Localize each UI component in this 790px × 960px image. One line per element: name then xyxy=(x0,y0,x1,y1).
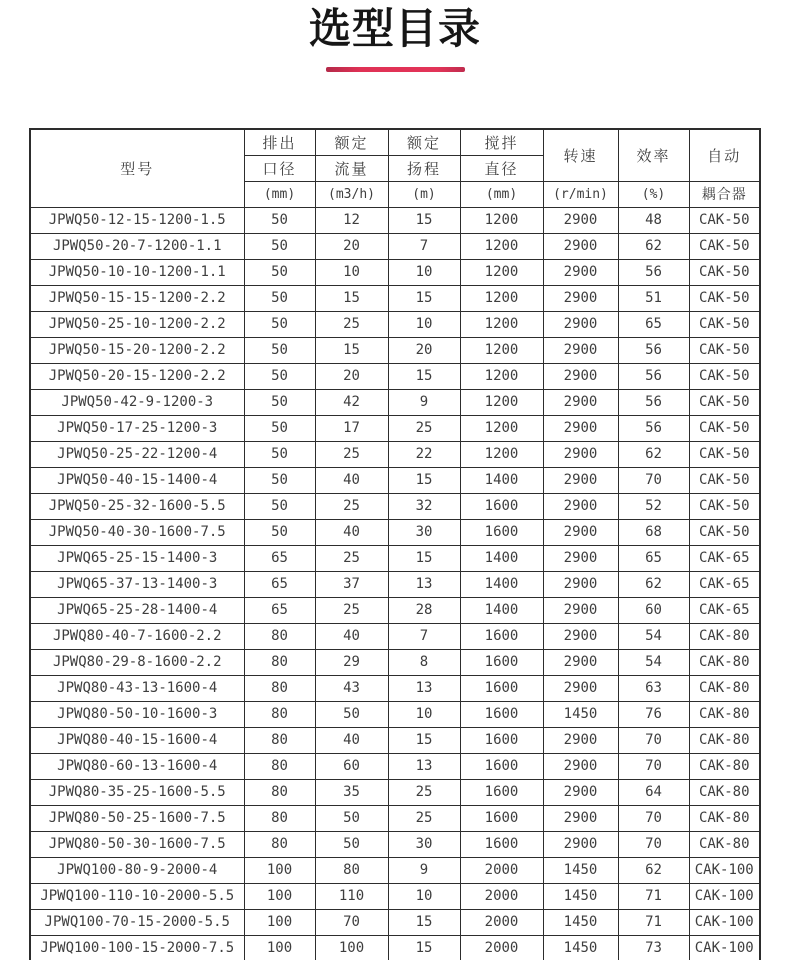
discharge-cell: 80 xyxy=(244,675,315,701)
mixing-cell: 2000 xyxy=(460,857,543,883)
unit-speed: (r/min) xyxy=(543,181,618,207)
head-cell: 15 xyxy=(388,467,460,493)
table-row xyxy=(30,259,760,285)
model-cell: JPWQ50-15-20-1200-2.2 xyxy=(30,337,244,363)
speed-cell: 2900 xyxy=(543,571,618,597)
header-discharge-line2: 口径 xyxy=(244,155,315,181)
efficiency-cell: 56 xyxy=(618,415,689,441)
flow-cell: 25 xyxy=(315,311,388,337)
header-row-1 xyxy=(30,129,760,155)
discharge-cell: 50 xyxy=(244,233,315,259)
flow-cell: 60 xyxy=(315,753,388,779)
efficiency-cell: 62 xyxy=(618,857,689,883)
coupler-cell: CAK-50 xyxy=(689,337,760,363)
discharge-cell: 80 xyxy=(244,727,315,753)
model-cell: JPWQ100-70-15-2000-5.5 xyxy=(30,909,244,935)
head-cell: 10 xyxy=(388,311,460,337)
efficiency-cell: 60 xyxy=(618,597,689,623)
table-row xyxy=(30,389,760,415)
head-cell: 28 xyxy=(388,597,460,623)
speed-cell: 2900 xyxy=(543,727,618,753)
efficiency-cell: 70 xyxy=(618,831,689,857)
table-row xyxy=(30,571,760,597)
table-row xyxy=(30,805,760,831)
flow-cell: 40 xyxy=(315,727,388,753)
flow-cell: 42 xyxy=(315,389,388,415)
table-row xyxy=(30,935,760,960)
header-flow-line1: 额定 xyxy=(315,129,388,155)
discharge-cell: 50 xyxy=(244,467,315,493)
flow-cell: 20 xyxy=(315,363,388,389)
discharge-cell: 80 xyxy=(244,831,315,857)
flow-cell: 12 xyxy=(315,207,388,233)
mixing-cell: 1600 xyxy=(460,493,543,519)
model-cell: JPWQ65-37-13-1400-3 xyxy=(30,571,244,597)
discharge-cell: 80 xyxy=(244,805,315,831)
head-cell: 9 xyxy=(388,389,460,415)
mixing-cell: 1600 xyxy=(460,779,543,805)
mixing-cell: 1600 xyxy=(460,753,543,779)
model-cell: JPWQ50-20-7-1200-1.1 xyxy=(30,233,244,259)
table-row xyxy=(30,545,760,571)
efficiency-cell: 56 xyxy=(618,363,689,389)
mixing-cell: 1600 xyxy=(460,831,543,857)
efficiency-cell: 52 xyxy=(618,493,689,519)
discharge-cell: 50 xyxy=(244,337,315,363)
head-cell: 8 xyxy=(388,649,460,675)
table-body xyxy=(30,207,760,960)
header-mixing-line2: 直径 xyxy=(460,155,543,181)
model-cell: JPWQ50-17-25-1200-3 xyxy=(30,415,244,441)
efficiency-cell: 56 xyxy=(618,337,689,363)
coupler-cell: CAK-80 xyxy=(689,675,760,701)
coupler-cell: CAK-50 xyxy=(689,363,760,389)
efficiency-cell: 71 xyxy=(618,909,689,935)
header-coupler: 自动 xyxy=(689,129,760,181)
speed-cell: 1450 xyxy=(543,701,618,727)
head-cell: 15 xyxy=(388,909,460,935)
flow-cell: 29 xyxy=(315,649,388,675)
efficiency-cell: 70 xyxy=(618,805,689,831)
table-row xyxy=(30,779,760,805)
model-cell: JPWQ50-15-15-1200-2.2 xyxy=(30,285,244,311)
mixing-cell: 1400 xyxy=(460,467,543,493)
coupler-cell: CAK-50 xyxy=(689,441,760,467)
speed-cell: 1450 xyxy=(543,857,618,883)
coupler-cell: CAK-50 xyxy=(689,285,760,311)
unit-efficiency: (%) xyxy=(618,181,689,207)
speed-cell: 2900 xyxy=(543,389,618,415)
table-row xyxy=(30,207,760,233)
model-cell: JPWQ50-10-10-1200-1.1 xyxy=(30,259,244,285)
efficiency-cell: 76 xyxy=(618,701,689,727)
speed-cell: 2900 xyxy=(543,623,618,649)
speed-cell: 2900 xyxy=(543,467,618,493)
head-cell: 13 xyxy=(388,571,460,597)
mixing-cell: 2000 xyxy=(460,935,543,960)
coupler-cell: CAK-50 xyxy=(689,519,760,545)
table-row xyxy=(30,909,760,935)
header-efficiency: 效率 xyxy=(618,129,689,181)
head-cell: 15 xyxy=(388,207,460,233)
efficiency-cell: 56 xyxy=(618,389,689,415)
efficiency-cell: 62 xyxy=(618,233,689,259)
table-row xyxy=(30,701,760,727)
speed-cell: 1450 xyxy=(543,909,618,935)
table-row xyxy=(30,597,760,623)
table-row xyxy=(30,467,760,493)
efficiency-cell: 71 xyxy=(618,883,689,909)
coupler-cell: CAK-80 xyxy=(689,805,760,831)
efficiency-cell: 54 xyxy=(618,623,689,649)
speed-cell: 2900 xyxy=(543,207,618,233)
coupler-cell: CAK-65 xyxy=(689,545,760,571)
model-cell: JPWQ80-50-30-1600-7.5 xyxy=(30,831,244,857)
discharge-cell: 50 xyxy=(244,493,315,519)
discharge-cell: 50 xyxy=(244,285,315,311)
model-cell: JPWQ50-25-32-1600-5.5 xyxy=(30,493,244,519)
head-cell: 10 xyxy=(388,883,460,909)
head-cell: 25 xyxy=(388,805,460,831)
head-cell: 22 xyxy=(388,441,460,467)
coupler-cell: CAK-80 xyxy=(689,701,760,727)
mixing-cell: 1400 xyxy=(460,571,543,597)
model-cell: JPWQ50-20-15-1200-2.2 xyxy=(30,363,244,389)
discharge-cell: 50 xyxy=(244,259,315,285)
coupler-cell: CAK-50 xyxy=(689,233,760,259)
flow-cell: 80 xyxy=(315,857,388,883)
flow-cell: 70 xyxy=(315,909,388,935)
table-header xyxy=(30,129,760,207)
discharge-cell: 50 xyxy=(244,519,315,545)
coupler-cell: CAK-50 xyxy=(689,415,760,441)
speed-cell: 2900 xyxy=(543,311,618,337)
flow-cell: 43 xyxy=(315,675,388,701)
table-row xyxy=(30,753,760,779)
discharge-cell: 50 xyxy=(244,441,315,467)
model-cell: JPWQ50-25-22-1200-4 xyxy=(30,441,244,467)
coupler-cell: CAK-50 xyxy=(689,207,760,233)
discharge-cell: 100 xyxy=(244,935,315,960)
unit-flow: (m3/h) xyxy=(315,181,388,207)
speed-cell: 2900 xyxy=(543,675,618,701)
discharge-cell: 80 xyxy=(244,779,315,805)
discharge-cell: 100 xyxy=(244,909,315,935)
header-flow-line2: 流量 xyxy=(315,155,388,181)
speed-cell: 2900 xyxy=(543,831,618,857)
table-row xyxy=(30,883,760,909)
table-row xyxy=(30,441,760,467)
discharge-cell: 50 xyxy=(244,363,315,389)
model-cell: JPWQ80-35-25-1600-5.5 xyxy=(30,779,244,805)
coupler-cell: CAK-50 xyxy=(689,259,760,285)
mixing-cell: 1600 xyxy=(460,649,543,675)
discharge-cell: 65 xyxy=(244,597,315,623)
speed-cell: 2900 xyxy=(543,597,618,623)
model-cell: JPWQ50-40-30-1600-7.5 xyxy=(30,519,244,545)
head-cell: 15 xyxy=(388,935,460,960)
efficiency-cell: 64 xyxy=(618,779,689,805)
flow-cell: 40 xyxy=(315,623,388,649)
mixing-cell: 1200 xyxy=(460,207,543,233)
coupler-cell: CAK-80 xyxy=(689,649,760,675)
mixing-cell: 1400 xyxy=(460,545,543,571)
flow-cell: 25 xyxy=(315,441,388,467)
flow-cell: 25 xyxy=(315,493,388,519)
flow-cell: 50 xyxy=(315,701,388,727)
table-row xyxy=(30,337,760,363)
mixing-cell: 1600 xyxy=(460,519,543,545)
head-cell: 9 xyxy=(388,857,460,883)
discharge-cell: 65 xyxy=(244,545,315,571)
efficiency-cell: 70 xyxy=(618,727,689,753)
discharge-cell: 80 xyxy=(244,623,315,649)
speed-cell: 2900 xyxy=(543,519,618,545)
mixing-cell: 1600 xyxy=(460,701,543,727)
coupler-cell: CAK-50 xyxy=(689,493,760,519)
flow-cell: 25 xyxy=(315,545,388,571)
flow-cell: 50 xyxy=(315,831,388,857)
efficiency-cell: 65 xyxy=(618,545,689,571)
coupler-cell: CAK-100 xyxy=(689,909,760,935)
table-row xyxy=(30,519,760,545)
efficiency-cell: 56 xyxy=(618,259,689,285)
page xyxy=(0,4,790,960)
head-cell: 25 xyxy=(388,779,460,805)
speed-cell: 2900 xyxy=(543,415,618,441)
discharge-cell: 65 xyxy=(244,571,315,597)
head-cell: 13 xyxy=(388,753,460,779)
head-cell: 7 xyxy=(388,233,460,259)
unit-head: (m) xyxy=(388,181,460,207)
speed-cell: 2900 xyxy=(543,285,618,311)
mixing-cell: 1200 xyxy=(460,337,543,363)
mixing-cell: 1200 xyxy=(460,259,543,285)
table-row xyxy=(30,857,760,883)
mixing-cell: 1200 xyxy=(460,415,543,441)
table-row xyxy=(30,311,760,337)
discharge-cell: 50 xyxy=(244,311,315,337)
flow-cell: 110 xyxy=(315,883,388,909)
coupler-cell: CAK-100 xyxy=(689,883,760,909)
speed-cell: 2900 xyxy=(543,779,618,805)
head-cell: 30 xyxy=(388,519,460,545)
flow-cell: 35 xyxy=(315,779,388,805)
model-cell: JPWQ100-80-9-2000-4 xyxy=(30,857,244,883)
mixing-cell: 1200 xyxy=(460,233,543,259)
head-cell: 32 xyxy=(388,493,460,519)
flow-cell: 25 xyxy=(315,597,388,623)
header-head-line2: 扬程 xyxy=(388,155,460,181)
table-row xyxy=(30,233,760,259)
model-cell: JPWQ80-40-15-1600-4 xyxy=(30,727,244,753)
coupler-cell: CAK-65 xyxy=(689,571,760,597)
speed-cell: 2900 xyxy=(543,337,618,363)
mixing-cell: 1600 xyxy=(460,805,543,831)
mixing-cell: 1200 xyxy=(460,441,543,467)
coupler-cell: CAK-100 xyxy=(689,857,760,883)
table-row xyxy=(30,649,760,675)
mixing-cell: 2000 xyxy=(460,909,543,935)
flow-cell: 17 xyxy=(315,415,388,441)
speed-cell: 1450 xyxy=(543,883,618,909)
table-row xyxy=(30,493,760,519)
speed-cell: 2900 xyxy=(543,545,618,571)
head-cell: 13 xyxy=(388,675,460,701)
model-cell: JPWQ65-25-28-1400-4 xyxy=(30,597,244,623)
mixing-cell: 1400 xyxy=(460,597,543,623)
header-head-line1: 额定 xyxy=(388,129,460,155)
mixing-cell: 1200 xyxy=(460,311,543,337)
flow-cell: 40 xyxy=(315,519,388,545)
coupler-cell: CAK-50 xyxy=(689,311,760,337)
speed-cell: 2900 xyxy=(543,805,618,831)
mixing-cell: 1200 xyxy=(460,363,543,389)
head-cell: 30 xyxy=(388,831,460,857)
efficiency-cell: 68 xyxy=(618,519,689,545)
flow-cell: 15 xyxy=(315,285,388,311)
discharge-cell: 80 xyxy=(244,753,315,779)
page-title: 选型目录 xyxy=(308,4,481,53)
efficiency-cell: 51 xyxy=(618,285,689,311)
unit-mixing: (mm) xyxy=(460,181,543,207)
coupler-cell: CAK-80 xyxy=(689,623,760,649)
unit-discharge: (mm) xyxy=(244,181,315,207)
model-cell: JPWQ80-60-13-1600-4 xyxy=(30,753,244,779)
discharge-cell: 100 xyxy=(244,883,315,909)
flow-cell: 40 xyxy=(315,467,388,493)
head-cell: 10 xyxy=(388,259,460,285)
table-row xyxy=(30,623,760,649)
head-cell: 10 xyxy=(388,701,460,727)
discharge-cell: 100 xyxy=(244,857,315,883)
model-cell: JPWQ100-100-15-2000-7.5 xyxy=(30,935,244,960)
model-cell: JPWQ50-25-10-1200-2.2 xyxy=(30,311,244,337)
coupler-cell: CAK-65 xyxy=(689,597,760,623)
discharge-cell: 80 xyxy=(244,701,315,727)
model-cell: JPWQ80-43-13-1600-4 xyxy=(30,675,244,701)
flow-cell: 100 xyxy=(315,935,388,960)
coupler-cell: CAK-50 xyxy=(689,389,760,415)
speed-cell: 2900 xyxy=(543,233,618,259)
efficiency-cell: 62 xyxy=(618,571,689,597)
model-cell: JPWQ80-40-7-1600-2.2 xyxy=(30,623,244,649)
model-cell: JPWQ80-50-10-1600-3 xyxy=(30,701,244,727)
header-speed: 转速 xyxy=(543,129,618,181)
discharge-cell: 50 xyxy=(244,207,315,233)
header-mixing-line1: 搅拌 xyxy=(460,129,543,155)
speed-cell: 2900 xyxy=(543,493,618,519)
discharge-cell: 50 xyxy=(244,389,315,415)
head-cell: 15 xyxy=(388,285,460,311)
coupler-cell: CAK-80 xyxy=(689,831,760,857)
coupler-cell: CAK-80 xyxy=(689,753,760,779)
speed-cell: 2900 xyxy=(543,441,618,467)
efficiency-cell: 73 xyxy=(618,935,689,960)
model-cell: JPWQ80-50-25-1600-7.5 xyxy=(30,805,244,831)
model-cell: JPWQ50-42-9-1200-3 xyxy=(30,389,244,415)
speed-cell: 2900 xyxy=(543,649,618,675)
flow-cell: 50 xyxy=(315,805,388,831)
flow-cell: 10 xyxy=(315,259,388,285)
head-cell: 15 xyxy=(388,363,460,389)
mixing-cell: 1600 xyxy=(460,675,543,701)
speed-cell: 2900 xyxy=(543,363,618,389)
mixing-cell: 1200 xyxy=(460,389,543,415)
pump-selection-table xyxy=(29,128,761,960)
efficiency-cell: 54 xyxy=(618,649,689,675)
mixing-cell: 1200 xyxy=(460,285,543,311)
flow-cell: 15 xyxy=(315,337,388,363)
table-row xyxy=(30,831,760,857)
head-cell: 20 xyxy=(388,337,460,363)
speed-cell: 1450 xyxy=(543,935,618,960)
model-cell: JPWQ100-110-10-2000-5.5 xyxy=(30,883,244,909)
efficiency-cell: 48 xyxy=(618,207,689,233)
model-cell: JPWQ80-29-8-1600-2.2 xyxy=(30,649,244,675)
efficiency-cell: 63 xyxy=(618,675,689,701)
coupler-cell: CAK-50 xyxy=(689,467,760,493)
coupler-cell: CAK-100 xyxy=(689,935,760,960)
flow-cell: 20 xyxy=(315,233,388,259)
model-cell: JPWQ50-40-15-1400-4 xyxy=(30,467,244,493)
table-row xyxy=(30,675,760,701)
header-discharge-line1: 排出 xyxy=(244,129,315,155)
mixing-cell: 1600 xyxy=(460,623,543,649)
head-cell: 15 xyxy=(388,727,460,753)
coupler-cell: CAK-80 xyxy=(689,727,760,753)
efficiency-cell: 65 xyxy=(618,311,689,337)
table-row xyxy=(30,285,760,311)
flow-cell: 37 xyxy=(315,571,388,597)
head-cell: 25 xyxy=(388,415,460,441)
table-row xyxy=(30,415,760,441)
header-model: 型号 xyxy=(30,129,244,207)
head-cell: 15 xyxy=(388,545,460,571)
model-cell: JPWQ65-25-15-1400-3 xyxy=(30,545,244,571)
head-cell: 7 xyxy=(388,623,460,649)
table-row xyxy=(30,363,760,389)
unit-coupler: 耦合器 xyxy=(689,181,760,207)
coupler-cell: CAK-80 xyxy=(689,779,760,805)
mixing-cell: 2000 xyxy=(460,883,543,909)
table-row xyxy=(30,727,760,753)
efficiency-cell: 62 xyxy=(618,441,689,467)
discharge-cell: 50 xyxy=(244,415,315,441)
efficiency-cell: 70 xyxy=(618,467,689,493)
speed-cell: 2900 xyxy=(543,753,618,779)
discharge-cell: 80 xyxy=(244,649,315,675)
speed-cell: 2900 xyxy=(543,259,618,285)
title-underline-bar xyxy=(326,67,465,72)
efficiency-cell: 70 xyxy=(618,753,689,779)
model-cell: JPWQ50-12-15-1200-1.5 xyxy=(30,207,244,233)
mixing-cell: 1600 xyxy=(460,727,543,753)
